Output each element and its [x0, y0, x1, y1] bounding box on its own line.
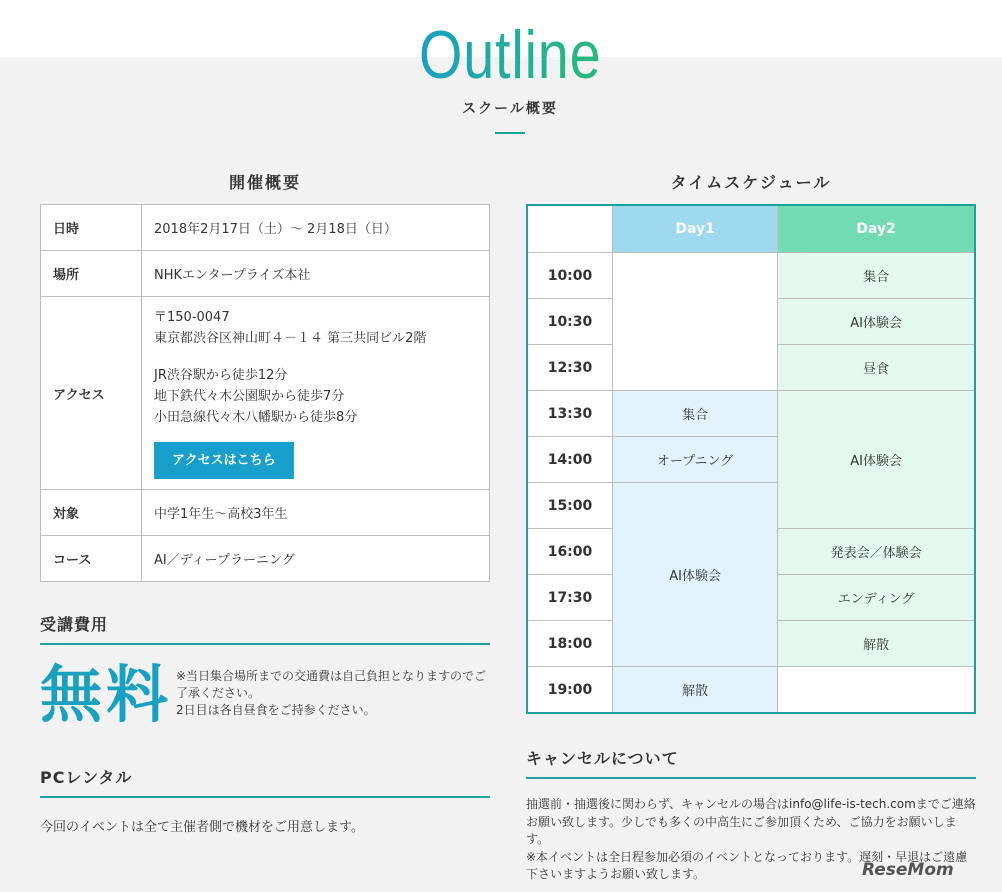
- postal-code: 〒150-0047: [154, 310, 230, 325]
- table-row: [527, 391, 975, 437]
- pc-text: 今回のイベントは全て主催者側で機材をご用意します。: [40, 820, 364, 835]
- row-value-date: 2018年2月17日（土）～ 2月18日（日）: [142, 205, 490, 251]
- time-cell: 10:00: [527, 253, 613, 299]
- access-line: 地下鉄代々木公園駅から徒歩7分: [154, 389, 345, 404]
- time-cell: 15:00: [527, 483, 613, 529]
- day1-cell: オープニング: [613, 437, 778, 483]
- row-label-access: アクセス: [41, 297, 142, 490]
- fee-value: 無料: [40, 658, 173, 731]
- row-label-date: 日時: [41, 205, 142, 251]
- time-cell: 12:30: [527, 345, 613, 391]
- table-row: [41, 297, 490, 490]
- day1-empty-cell: [613, 253, 778, 391]
- table-row: [527, 253, 975, 299]
- watermark-logo: ReseMom: [862, 860, 954, 880]
- day2-cell: AI体験会: [778, 391, 975, 529]
- day2-cell: 昼食: [778, 345, 975, 391]
- table-row: [41, 490, 490, 536]
- day2-cell: 発表会／体験会: [778, 529, 975, 575]
- day2-cell: エンディング: [778, 575, 975, 621]
- table-row: [527, 667, 975, 714]
- schedule-title: タイムスケジュール: [670, 173, 832, 192]
- cancel-paragraph: 抽選前・抽選後に関わらず、キャンセルの場合はinfo@life-is-tech.comまでご連絡お願い致します。少しでも多くの中高生にご参加頂くため、ご協力をお願いします。: [526, 797, 976, 846]
- title-underline: [495, 132, 525, 134]
- table-row: [41, 205, 490, 251]
- cancel-paragraph: ※本イベントは全日程参加必須のイベントとなっております。遅刻・早退はご遠慮下さいますようお願い致します。: [526, 849, 968, 881]
- overview-title: 開催概要: [228, 173, 301, 192]
- header-day1: Day1: [613, 205, 778, 253]
- row-label-target: 対象: [41, 490, 142, 536]
- day1-cell: 集合: [613, 391, 778, 437]
- address: 東京都渋谷区神山町４－１４ 第三共同ビル2階: [154, 331, 427, 346]
- page-subtitle: スクール概要: [462, 101, 558, 117]
- hero: [0, 18, 1002, 134]
- day2-cell: 集合: [778, 253, 975, 299]
- day1-cell: AI体験会: [613, 483, 778, 667]
- access-line: 小田急線代々木八幡駅から徒歩8分: [154, 410, 358, 425]
- fee-note: [176, 668, 496, 719]
- table-row: [41, 536, 490, 582]
- day2-cell: AI体験会: [778, 299, 975, 345]
- time-cell: 19:00: [527, 667, 613, 714]
- row-value-course: AI／ディープラーニング: [142, 536, 490, 582]
- row-value-access: [142, 297, 490, 490]
- schedule-table: [526, 204, 976, 714]
- day2-cell: 解散: [778, 621, 975, 667]
- time-cell: 17:30: [527, 575, 613, 621]
- day1-cell: 解散: [613, 667, 778, 714]
- access-line: JR渋谷駅から徒歩12分: [154, 368, 288, 383]
- row-value-place: NHKエンタープライズ本社: [142, 251, 490, 297]
- pc-heading: PCレンタル: [40, 765, 490, 798]
- row-value-target: 中学1年生～高校3年生: [142, 490, 490, 536]
- day2-empty-cell: [778, 667, 975, 714]
- header-empty: [527, 205, 613, 253]
- time-cell: 16:00: [527, 529, 613, 575]
- header-day2: Day2: [778, 205, 975, 253]
- time-cell: 10:30: [527, 299, 613, 345]
- time-cell: 13:30: [527, 391, 613, 437]
- fee-heading: 受講費用: [40, 612, 490, 645]
- fee-note-line: ※当日集合場所までの交通費は自己負担となりますのでご了承ください。: [176, 669, 487, 700]
- overview-table: [40, 204, 490, 582]
- fee-note-line: 2日目は各自昼食をご持参ください。: [176, 703, 376, 717]
- time-cell: 18:00: [527, 621, 613, 667]
- row-label-course: コース: [41, 536, 142, 582]
- table-row: [527, 205, 975, 253]
- access-button[interactable]: アクセスはこちら: [154, 442, 294, 479]
- row-label-place: 場所: [41, 251, 142, 297]
- time-cell: 14:00: [527, 437, 613, 483]
- cancel-heading: キャンセルについて: [526, 746, 976, 779]
- page-title: Outline: [418, 17, 602, 93]
- table-row: [41, 251, 490, 297]
